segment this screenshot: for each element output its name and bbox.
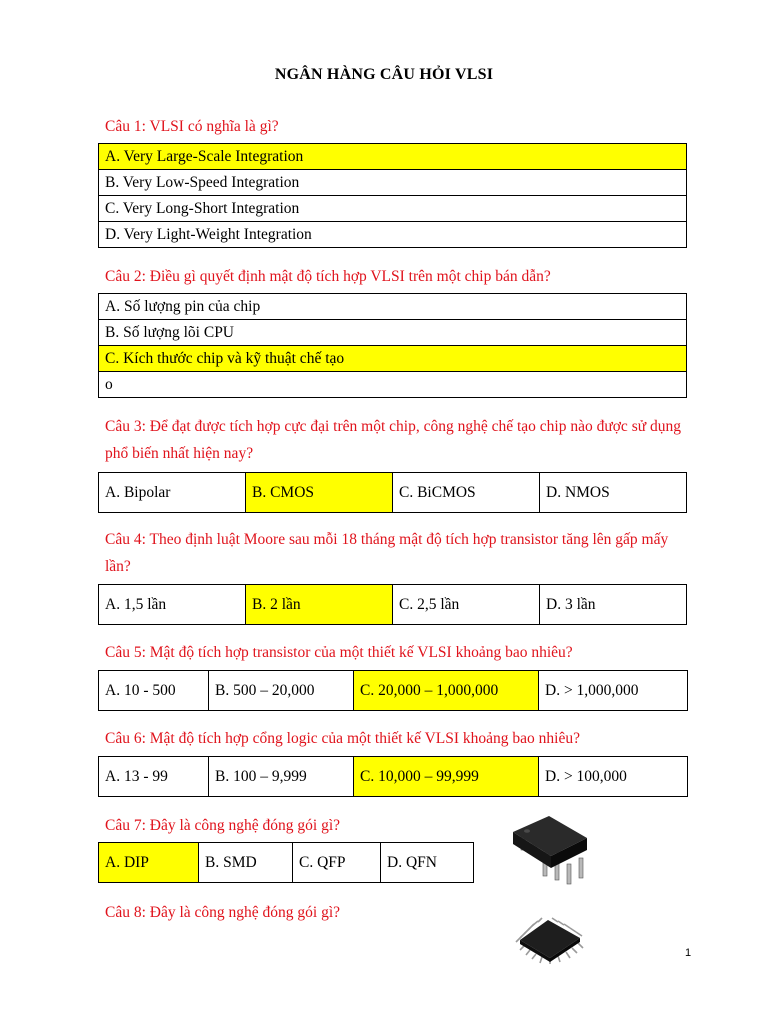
answer-option-c[interactable]: C. BiCMOS	[393, 473, 540, 513]
question-7: Câu 7: Đây là công nghệ đóng gói gì?	[105, 817, 341, 834]
answer-option-a[interactable]: A. 13 - 99	[99, 757, 209, 797]
answer-table-4	[98, 584, 687, 625]
answer-option-b[interactable]: B. SMD	[199, 843, 293, 883]
answer-option-d[interactable]: D. > 1,000,000	[539, 671, 688, 711]
answer-table-2	[98, 293, 687, 398]
question-8: Câu 8: Đây là công nghệ đóng gói gì?	[105, 904, 341, 921]
answer-option-d[interactable]: D. QFN	[381, 843, 474, 883]
answer-option-a[interactable]: A. Very Large-Scale Integration	[99, 144, 687, 170]
answer-option-a[interactable]: A. Bipolar	[99, 473, 246, 513]
question-1: Câu 1: VLSI có nghĩa là gì?	[105, 118, 279, 135]
page-number: 1	[685, 947, 692, 959]
answer-option-a[interactable]: A. Số lượng pin của chip	[99, 294, 687, 320]
answer-table-1	[98, 143, 687, 248]
dip-chip-icon	[505, 810, 591, 888]
answer-table-5	[98, 670, 688, 711]
answer-option-b[interactable]: B. 100 – 9,999	[209, 757, 354, 797]
answer-option-b[interactable]: B. 500 – 20,000	[209, 671, 354, 711]
answer-option-d[interactable]: o	[99, 372, 687, 398]
answer-option-a[interactable]: A. DIP	[99, 843, 199, 883]
answer-option-b[interactable]: B. CMOS	[246, 473, 393, 513]
answer-option-d[interactable]: D. > 100,000	[539, 757, 688, 797]
answer-option-b[interactable]: B. Very Low-Speed Integration	[99, 170, 687, 196]
question-3: Câu 3: Để đạt được tích hợp cực đại trên một chip, công nghệ chế tạo chip nào được sử dụng phổ biến nhất hiện nay?	[105, 418, 681, 462]
answer-option-c[interactable]: C. QFP	[293, 843, 381, 883]
question-6: Câu 6: Mật độ tích hợp cổng logic của một thiết kế VLSI khoảng bao nhiêu?	[105, 730, 580, 747]
qfp-chip-icon	[512, 912, 588, 968]
answer-table-3	[98, 472, 687, 513]
question-4: Câu 4: Theo định luật Moore sau mỗi 18 tháng mật độ tích hợp transistor tăng lên gấp mấy lần?	[105, 531, 669, 575]
answer-option-d[interactable]: D. Very Light-Weight Integration	[99, 222, 687, 248]
answer-table-7	[98, 842, 474, 883]
answer-option-c[interactable]: C. Very Long-Short Integration	[99, 196, 687, 222]
page-title: NGÂN HÀNG CÂU HỎI VLSI	[274, 66, 494, 83]
answer-option-c[interactable]: C. 2,5 lần	[393, 585, 540, 625]
answer-option-d[interactable]: D. 3 lần	[540, 585, 687, 625]
question-2: Câu 2: Điều gì quyết định mật độ tích hợp VLSI trên một chip bán dẫn?	[105, 268, 551, 285]
answer-option-b[interactable]: B. Số lượng lõi CPU	[99, 320, 687, 346]
question-5: Câu 5: Mật độ tích hợp transistor của một thiết kế VLSI khoảng bao nhiêu?	[105, 644, 573, 661]
answer-option-b[interactable]: B. 2 lần	[246, 585, 393, 625]
answer-option-d[interactable]: D. NMOS	[540, 473, 687, 513]
answer-option-c[interactable]: C. 10,000 – 99,999	[354, 757, 539, 797]
answer-option-c[interactable]: C. Kích thước chip và kỹ thuật chế tạo	[99, 346, 687, 372]
answer-option-c[interactable]: C. 20,000 – 1,000,000	[354, 671, 539, 711]
answer-table-6	[98, 756, 688, 797]
answer-option-a[interactable]: A. 1,5 lần	[99, 585, 246, 625]
answer-option-a[interactable]: A. 10 - 500	[99, 671, 209, 711]
